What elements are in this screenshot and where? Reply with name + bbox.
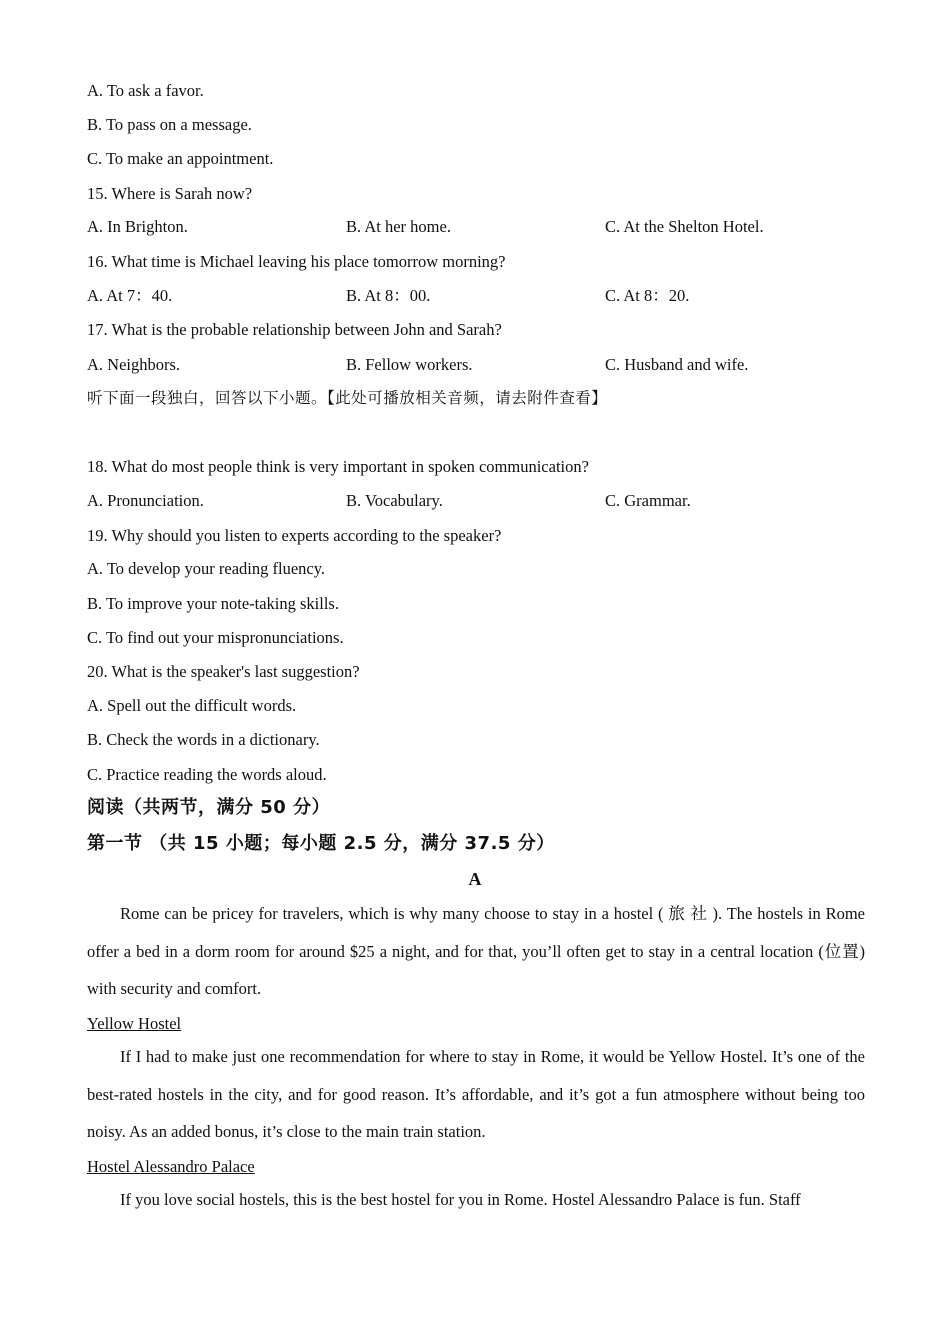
passage-intro — [87, 895, 865, 1008]
q14-option-a: A. To ask a favor. — [87, 81, 204, 100]
alessandro-paragraph — [87, 1181, 865, 1219]
q18-option-c: C. Grammar. — [605, 491, 691, 510]
q18-option-b: B. Vocabulary. — [346, 491, 443, 510]
q17-option-a: A. Neighbors. — [87, 355, 181, 374]
alessandro-heading: Hostel Alessandro Palace — [87, 1157, 255, 1176]
passage-intro-text: Rome can be pricey for travelers, which is why many choose to stay in a hostel ( 旅 社 ). The hostels in Rome offer a bed in a dorm room for around $25 a night, and for that, you’ll often get to stay in a central location (位置) with security and comfort. — [87, 904, 865, 998]
q18-question: 18. What do most people think is very important in spoken communication? — [87, 457, 589, 476]
q20-option-b: B. Check the words in a dictionary. — [87, 730, 320, 749]
alessandro-text: If you love social hostels, this is the best hostel for you in Rome. Hostel Alessandro Palace is fun. Staff — [120, 1190, 801, 1209]
yellow-hostel-paragraph — [87, 1038, 865, 1151]
q16-option-a: A. At 7：40. — [87, 286, 173, 305]
q20-option-c: C. Practice reading the words aloud. — [87, 765, 327, 784]
q17-option-b: B. Fellow workers. — [346, 355, 473, 374]
q14-option-b: B. To pass on a message. — [87, 115, 252, 134]
q20-question: 20. What is the speaker's last suggestion? — [87, 662, 360, 681]
q19-option-c: C. To find out your mispronunciations. — [87, 628, 344, 647]
q14-option-c: C. To make an appointment. — [87, 149, 274, 168]
q19-question: 19. Why should you listen to experts according to the speaker? — [87, 526, 502, 545]
q17-option-c: C. Husband and wife. — [605, 355, 749, 374]
reading-section-title: 阅读（共两节，满分 50 分） — [87, 797, 331, 818]
q16-option-c: C. At 8：20. — [605, 286, 690, 305]
passage-label: A — [468, 869, 482, 889]
yellow-hostel-text: If I had to make just one recommendation for where to stay in Rome, it would be Yellow Hostel. It’s one of the best-rated hostels in the city, and for good reason. It’s affordable, and it’s got a fun atmosphere without being too noisy. As an added bonus, it’s close to the main train station. — [87, 1047, 865, 1141]
q15-option-b: B. At her home. — [346, 217, 451, 236]
q17-question: 17. What is the probable relationship between John and Sarah? — [87, 320, 502, 339]
yellow-hostel-heading: Yellow Hostel — [87, 1014, 182, 1033]
q16-option-b: B. At 8：00. — [346, 286, 431, 305]
q15-option-c: C. At the Shelton Hotel. — [605, 217, 764, 236]
q19-option-b: B. To improve your note-taking skills. — [87, 594, 339, 613]
q16-question: 16. What time is Michael leaving his place tomorrow morning? — [87, 252, 506, 271]
q19-option-a: A. To develop your reading fluency. — [87, 559, 326, 578]
reading-part-title: 第一节 （共 15 小题；每小题 2.5 分，满分 37.5 分） — [87, 833, 555, 854]
q20-option-a: A. Spell out the difficult words. — [87, 696, 297, 715]
q18-option-a: A. Pronunciation. — [87, 491, 204, 510]
q15-option-a: A. In Brighton. — [87, 217, 188, 236]
q15-question: 15. Where is Sarah now? — [87, 184, 253, 203]
listening-instruction: 听下面一段独白，回答以下小题。【此处可播放相关音频，请去附件查看】 — [87, 389, 608, 407]
